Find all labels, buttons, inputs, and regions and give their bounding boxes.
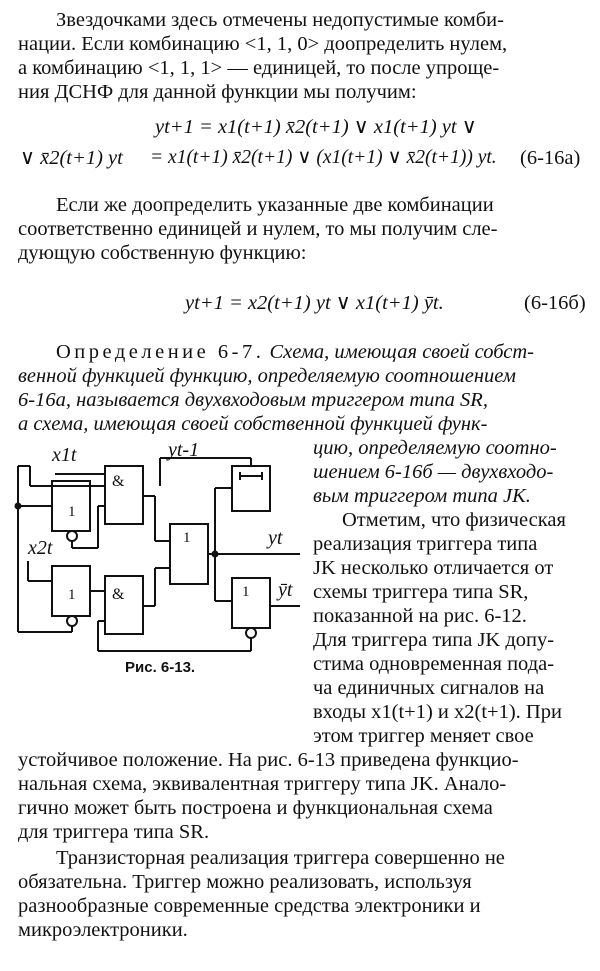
side-line6: Для триггера типа JK допу- [313, 629, 555, 651]
p4-line4: микроэлектроники. [18, 919, 188, 941]
gate-buffer-top [232, 466, 270, 511]
p3-line2: нальная схема, эквивалентная триггеру типа JK. Анало- [18, 773, 507, 795]
side-line2: реализация триггера типа [313, 533, 538, 555]
eq-a-row1: yt+1 = x1(t+1) x̄2(t+1) ∨ x1(t+1) yt ∨ [155, 116, 477, 138]
def-line1 [56, 340, 534, 364]
eq-a-number: (6-16a) [520, 147, 581, 169]
p1-line1: Звездочками здесь отмечены недопустимые комби- [56, 9, 504, 31]
label-x2t: x2t [28, 537, 53, 559]
side-line4: схемы триггера типа SR, [313, 581, 529, 603]
p3-line4: для триггера типа SR. [18, 821, 210, 843]
p1-line2: нации. Если комбинацию <1, 1, 0> доопределить нулем, [18, 33, 508, 55]
label-yt: yt [268, 527, 283, 549]
def-line3: 6-16а, называется двухвходовым триггером типа SR, [18, 389, 488, 411]
gate-not-3 [232, 578, 270, 628]
side-line10: этом триггер меняет свое [313, 725, 534, 747]
gate-not-1-label: 1 [68, 504, 76, 520]
figure-caption: Рис. 6-13. [125, 659, 196, 676]
def-label: Определение 6-7. [56, 341, 265, 363]
eq-a-row2-right: = x1(t+1) x̄2(t+1) ∨ (x1(t+1) ∨ x̄2(t+1)) yt. [150, 147, 497, 168]
gate-and-2-label: & [112, 586, 125, 603]
eq-b-number: (6-16б) [524, 292, 586, 314]
p4-line3: разнообразные современные средства электроники и [18, 895, 481, 917]
gate-not-3-label: 1 [242, 584, 250, 600]
side-line3: JK несколько отличается от [313, 557, 554, 579]
p4-line2: обязательна. Триггер можно реализовать, используя [18, 871, 472, 893]
p2-line3: дующую собственную функцию: [18, 242, 307, 264]
p3-line1: устойчивое положение. На рис. 6-13 приведена функцио- [18, 749, 519, 771]
label-ytbar: ȳt [278, 579, 293, 601]
p3-line3: гично может быть построена и функциональная схема [18, 797, 493, 819]
eq-a-row2-left: ∨ x̄2(t+1) yt [20, 147, 123, 169]
p1-line4: ния ДСНФ для данной функции мы получим: [18, 81, 417, 103]
p2-line2: соответственно единицей и нулем, то мы получим сле- [18, 218, 498, 240]
def-line4: а схема, имеющая своей собственной функцией функ- [18, 413, 488, 435]
def-line1-rest: Схема, имеющая своей собст- [269, 341, 534, 363]
side-line1: Отметим, что физическая [342, 509, 566, 531]
gate-and-1-label: & [112, 473, 125, 490]
label-yt-1: yt-1 [168, 439, 200, 461]
gate-and-2 [105, 576, 143, 634]
p2-line1: Если же доопределить указанные две комбинации [56, 194, 494, 216]
gate-not-2-label: 1 [68, 587, 76, 603]
figure-6-13 [0, 436, 305, 681]
p4-line1: Транзисторная реализация триггера совершенно не [56, 847, 505, 869]
label-x1t: x1t [52, 444, 77, 466]
def-line5: цию, определяемую соотно- [313, 437, 557, 459]
def-line7: вым триггером типа JK. [313, 485, 531, 507]
side-line7: стима одновременная пода- [313, 653, 555, 675]
def-line6: шением 6-16б — двухвходо- [313, 461, 554, 483]
side-line8: ча единичных сигналов на [313, 677, 545, 699]
side-line9: входы x1(t+1) и x2(t+1). При [313, 701, 562, 723]
def-line2: венной функцией функцию, определяемую соотношением [18, 365, 516, 387]
p1-line3: а комбинацию <1, 1, 1> — единицей, то после упроще- [18, 57, 500, 79]
gate-or-label: 1 [183, 530, 191, 546]
side-line5: показанной на рис. 6-12. [313, 605, 527, 627]
eq-b-expr: yt+1 = x2(t+1) yt ∨ x1(t+1) ȳt. [185, 292, 444, 314]
